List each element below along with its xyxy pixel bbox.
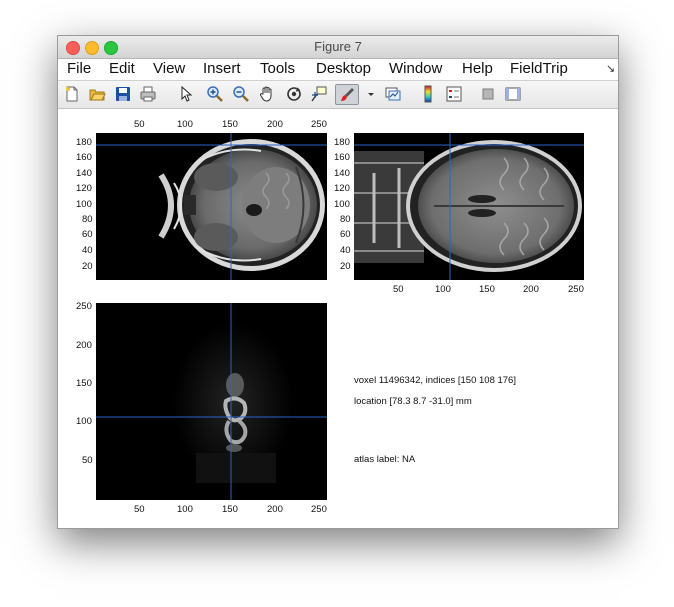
coronal-slice-axes[interactable] — [354, 133, 584, 280]
link-plot-icon[interactable] — [384, 85, 402, 103]
axial-ytick: 40 — [82, 245, 93, 256]
coronal-xtick: 50 — [393, 284, 404, 295]
axial-ytick: 140 — [76, 168, 92, 179]
axial-slice-axes[interactable] — [96, 133, 327, 280]
sagittal-slice-axes[interactable] — [96, 303, 327, 500]
coronal-xtick: 150 — [479, 284, 495, 295]
sagittal-xtick: 100 — [177, 504, 193, 515]
brush-dropdown-icon[interactable] — [362, 85, 370, 103]
axial-mri-image — [96, 133, 327, 280]
sagittal-xtick: 200 — [267, 504, 283, 515]
location-info: location [78.3 8.7 -31.0] mm — [354, 396, 472, 407]
coronal-ytick: 180 — [334, 137, 350, 148]
sagittal-ytick: 50 — [82, 455, 93, 466]
zoom-out-icon[interactable] — [232, 85, 250, 103]
sagittal-ytick: 200 — [76, 340, 92, 351]
sagittal-xtick: 250 — [311, 504, 327, 515]
figure-canvas — [58, 109, 618, 528]
figure-toolbar — [58, 81, 618, 109]
title-bar[interactable] — [58, 36, 618, 59]
menu-file[interactable]: File — [67, 60, 92, 77]
coronal-ytick: 60 — [340, 229, 351, 240]
figure-window — [57, 35, 619, 529]
coronal-ytick: 100 — [334, 199, 350, 210]
menu-desktop[interactable]: Desktop — [316, 60, 372, 77]
axial-xtick: 100 — [177, 119, 193, 130]
axial-xtick: 50 — [134, 119, 145, 130]
menu-tools[interactable]: Tools — [260, 60, 296, 77]
menu-bar — [58, 59, 618, 81]
coronal-xtick: 250 — [568, 284, 584, 295]
brush-icon[interactable] — [335, 84, 359, 105]
axial-ytick: 160 — [76, 152, 92, 163]
menu-window[interactable]: Window — [389, 60, 443, 77]
axial-ytick: 100 — [76, 199, 92, 210]
coronal-xtick: 200 — [523, 284, 539, 295]
menu-help[interactable]: Help — [462, 60, 493, 77]
sagittal-xtick: 150 — [222, 504, 238, 515]
pan-hand-icon[interactable] — [258, 85, 276, 103]
new-figure-icon[interactable] — [63, 85, 81, 103]
colorbar-icon[interactable] — [419, 85, 437, 103]
coronal-xtick: 100 — [435, 284, 451, 295]
axial-ytick: 20 — [82, 261, 93, 272]
atlas-label-info: atlas label: NA — [354, 454, 416, 465]
axial-xtick: 200 — [267, 119, 283, 130]
coronal-ytick: 80 — [340, 214, 351, 225]
zoom-in-icon[interactable] — [206, 85, 224, 103]
sagittal-ytick: 150 — [76, 378, 92, 389]
open-file-icon[interactable] — [88, 85, 106, 103]
menu-insert[interactable]: Insert — [203, 60, 241, 77]
coronal-ytick: 40 — [340, 245, 351, 256]
coronal-ytick: 160 — [334, 152, 350, 163]
legend-icon[interactable] — [445, 85, 463, 103]
voxel-info: voxel 11496342, indices [150 108 176] — [354, 375, 516, 386]
sagittal-xtick: 50 — [134, 504, 145, 515]
coronal-ytick: 20 — [340, 261, 351, 272]
axial-ytick: 120 — [76, 183, 92, 194]
menu-edit[interactable]: Edit — [109, 60, 135, 77]
coronal-ytick: 140 — [334, 168, 350, 179]
dock-arrow-icon[interactable]: ↘ — [606, 63, 616, 75]
axial-ytick: 180 — [76, 137, 92, 148]
pointer-icon[interactable] — [177, 85, 195, 103]
hide-plot-tools-icon[interactable] — [479, 85, 497, 103]
axial-xtick: 150 — [222, 119, 238, 130]
menu-fieldtrip[interactable]: FieldTrip — [510, 60, 568, 77]
menu-view[interactable]: View — [153, 60, 186, 77]
window-title: Figure 7 — [314, 39, 362, 54]
print-icon[interactable] — [139, 85, 157, 103]
coronal-ytick: 120 — [334, 183, 350, 194]
axial-ytick: 60 — [82, 229, 93, 240]
axial-ytick: 80 — [82, 214, 93, 225]
data-cursor-icon[interactable] — [310, 85, 328, 103]
save-icon[interactable] — [114, 85, 132, 103]
sagittal-ytick: 100 — [76, 416, 92, 427]
coronal-mri-image — [354, 133, 584, 280]
sagittal-ytick: 250 — [76, 301, 92, 312]
sagittal-mri-image — [96, 303, 327, 500]
rotate-3d-icon[interactable] — [285, 85, 303, 103]
show-plot-tools-icon[interactable] — [504, 85, 522, 103]
axial-xtick: 250 — [311, 119, 327, 130]
